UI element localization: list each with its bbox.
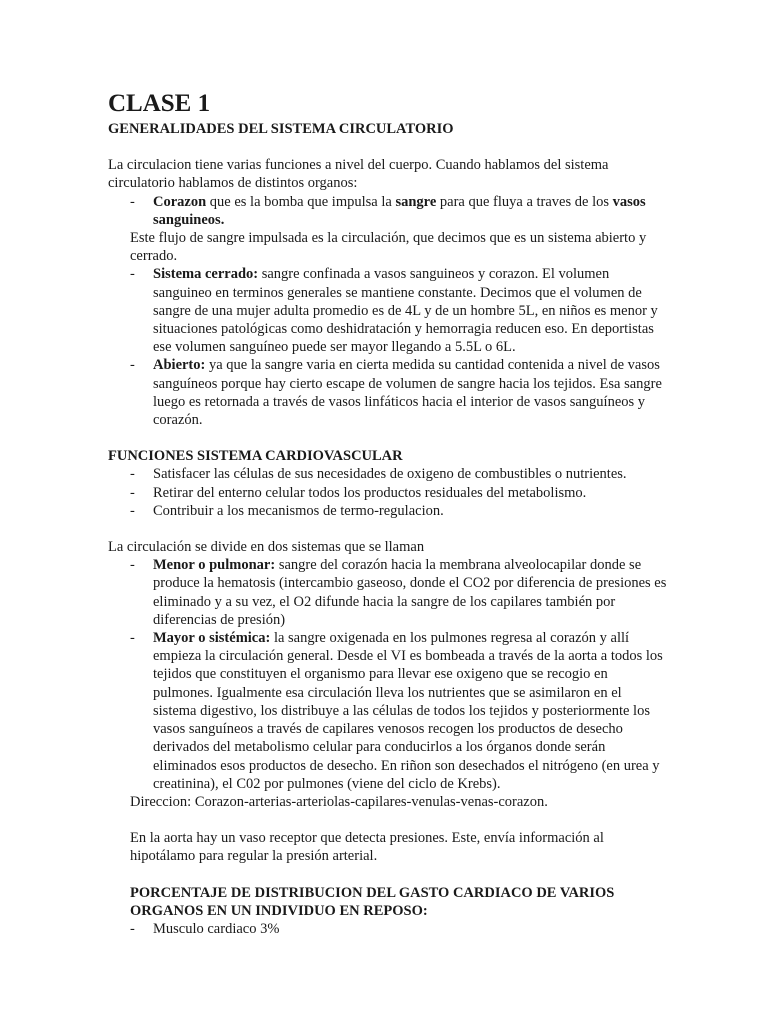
bold-term: Sistema cerrado: (153, 266, 259, 283)
item-text: Musculo cardiaco 3% (153, 920, 280, 937)
list-item (108, 465, 668, 483)
intro-paragraph: La circulacion tiene varias funciones a nivel del cuerpo. Cuando hablamos del sistema circulatorio hablamos de distintos organos: (108, 157, 609, 192)
dash-bullet: - (130, 557, 135, 574)
flow-paragraph: Este flujo de sangre impulsada es la circulación, que decimos que es un sistema abierto y cerrado. (130, 230, 647, 265)
item-text: Retirar del enterno celular todos los productos residuales del metabolismo. (153, 484, 587, 501)
dash-bullet: - (130, 920, 135, 937)
list-item (108, 920, 668, 938)
list-item (108, 193, 668, 229)
item-text: sangre confinada a vasos sanguineos y corazon. El volumen sanguineo en terminos generales se mantiene constante. Decimos que el volumen de sangre de una mujer adulta promedio es de 4L y de un hombre 5L, en niños es menor y situaciones patológicas como deshidratación y hemorragia reducen eso. En deportistas ese volumen sanguíneo puede ser mayor llegando a 5.5L o 6L. (153, 266, 658, 356)
dash-bullet: - (130, 466, 135, 483)
division-intro: La circulación se divide en dos sistemas que se llaman (108, 539, 425, 556)
dash-bullet: - (130, 266, 135, 283)
item-text: sangre del corazón hacia la membrana alveolocapilar donde se produce la hematosis (intercambio gaseoso, donde el CO2 por diferencia de presiones es eliminado y a su vez, el O2 difunde hacia la sangre de los capilares también por diferencias de presión) (153, 557, 667, 628)
dash-bullet: - (130, 630, 135, 647)
list-item (108, 356, 668, 429)
document-body (108, 90, 668, 938)
dash-bullet: - (130, 193, 135, 210)
heading-funciones: FUNCIONES SISTEMA CARDIOVASCULAR (108, 448, 403, 465)
page-title: CLASE 1 (108, 90, 211, 117)
item-text: la sangre oxigenada en los pulmones regresa al corazón y allí empieza la circulación general. Desde el VI es bombeada a través de la aorta a todos los tejidos que constituyen el organismo para llevar ese oxigeno que se recogio en pulmones. Igualmente esa circulación lleva los nutrientes que se asimilaron en el sistema digestivo, los distribuye a las células de todos los tejidos y posteriormente los vasos sanguíneos a través de capilares venosos recogen los productos de desecho derivados del metabolismo celular para conducirlos a los órganos donde serán eliminados esos productos de desecho. En riñon son desechados el nitrógeno (en urea y creatinina), el C02 por pulmones (viene del ciclo de Krebs). (153, 630, 663, 792)
item-text: Satisfacer las células de sus necesidades de oxigeno de combustibles o nutrientes. (153, 466, 627, 483)
bold-term: Menor o pulmonar: (153, 557, 276, 574)
dash-bullet: - (130, 484, 135, 501)
aorta-paragraph: En la aorta hay un vaso receptor que detecta presiones. Este, envía información al hipotálamo para regular la presión arterial. (130, 830, 604, 865)
bold-term: Mayor o sistémica: (153, 630, 271, 647)
item-text: ya que la sangre varia en cierta medida su cantidad contenida a nivel de vasos sanguíneos porque hay cierto escape de volumen de sangre hacia los tejidos. Esa sangre luego es retornada a través de vasos linfáticos hacia el interior de vasos sanguíneos y corazón. (153, 357, 662, 429)
list-item (108, 629, 668, 793)
list-item (108, 265, 668, 356)
list-item (108, 556, 668, 629)
item-text: para que fluya a traves de los (436, 193, 613, 210)
item-text: Contribuir a los mecanismos de termo-regulacion. (153, 502, 444, 519)
bold-term: sangre (395, 193, 437, 210)
dash-bullet: - (130, 502, 135, 519)
item-text: que es la bomba que impulsa la (206, 193, 396, 210)
direccion-line: Direccion: Corazon-arterias-arteriolas-capilares-venulas-venas-corazon. (130, 793, 548, 810)
list-item (108, 484, 668, 502)
dash-bullet: - (130, 357, 135, 374)
section-subtitle: GENERALIDADES DEL SISTEMA CIRCULATORIO (108, 121, 454, 137)
list-item (108, 502, 668, 520)
bold-term: Corazon (153, 193, 207, 210)
bold-term: vasos sanguineos. (153, 193, 646, 228)
heading-porcentaje: PORCENTAJE DE DISTRIBUCION DEL GASTO CARDIACO DE VARIOS ORGANOS EN UN INDIVIDUO EN REPOSO: (130, 884, 615, 919)
bold-term: Abierto: (153, 357, 206, 374)
